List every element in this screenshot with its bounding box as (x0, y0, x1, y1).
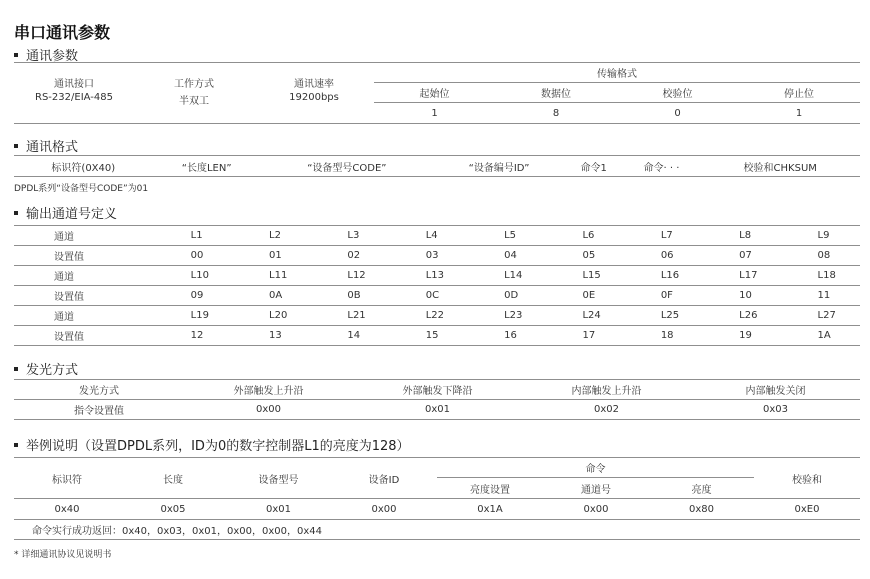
table-cell: 0x02 (522, 400, 691, 420)
table-cell: L15 (546, 266, 624, 286)
bullet-icon (14, 53, 18, 57)
row-header-cell: 通道 (14, 306, 155, 326)
table-cell: L22 (390, 306, 468, 326)
table-cell: L3 (311, 226, 389, 246)
section-heading-channel (14, 203, 117, 222)
table-cell: L12 (311, 266, 389, 286)
table-cell: 17 (546, 326, 624, 346)
table-cell: L10 (155, 266, 233, 286)
channel-table (14, 225, 860, 346)
section-heading-example (14, 435, 410, 454)
section-title: 发光方式 (26, 363, 79, 378)
table-cell: L6 (546, 226, 624, 246)
table-cell: “设备编号ID” (433, 156, 565, 177)
table-cell: 05 (546, 246, 624, 266)
section-heading-light-mode (14, 359, 78, 378)
header-cell: 通讯速率 (294, 79, 334, 91)
row-header-cell: 指令设置值 (14, 400, 184, 420)
comm-interface-value: RS-232/EIA-485 (35, 92, 113, 103)
table-cell: 12 (155, 326, 233, 346)
header-cell: 传输格式 (374, 63, 860, 83)
header-cell: 校验位 (617, 83, 738, 103)
header-cell: 长度 (120, 458, 226, 499)
table-cell: L24 (546, 306, 624, 326)
table-cell: L13 (390, 266, 468, 286)
table-cell: 0x01 (353, 400, 522, 420)
table-cell: L9 (782, 226, 860, 246)
table-cell: 11 (782, 286, 860, 306)
section-title: 通讯参数 (26, 49, 79, 64)
table-row (14, 458, 860, 478)
table-cell (14, 103, 134, 124)
bullet-icon (14, 443, 18, 447)
header-cell: 设备型号 (226, 458, 331, 499)
row-header-cell: 设置值 (14, 326, 155, 346)
section-title: 通讯格式 (26, 140, 79, 155)
table-cell: 0F (625, 286, 703, 306)
table-cell: 0 (617, 103, 738, 124)
table-cell: 0x80 (649, 499, 754, 520)
table-cell: L27 (782, 306, 860, 326)
section-title: 输出通道号定义 (26, 207, 118, 222)
header-cell: 起始位 (374, 83, 495, 103)
table-cell: L5 (468, 226, 546, 246)
table-cell: L16 (625, 266, 703, 286)
comm-rate-value: 19200bps (289, 92, 339, 103)
table-cell: L17 (703, 266, 781, 286)
bullet-icon (14, 211, 18, 215)
table-cell: 0B (311, 286, 389, 306)
table-cell: 标识符(0X40) (14, 156, 153, 177)
light-mode-table (14, 379, 860, 420)
table-cell: 外部触发下降沿 (353, 380, 522, 400)
row-header-cell: 发光方式 (14, 380, 184, 400)
table-row (14, 326, 860, 346)
return-value-cell: 命令实行成功返回：0x40，0x03，0x01，0x00，0x00，0x44 (14, 520, 860, 540)
table-cell: 0x00 (543, 499, 649, 520)
comm-mode-value: 半双工 (179, 96, 209, 107)
table-cell: 06 (625, 246, 703, 266)
table-cell: L8 (703, 226, 781, 246)
table-cell: L2 (233, 226, 311, 246)
table-cell: 08 (782, 246, 860, 266)
table-row (14, 499, 860, 520)
format-note: DPDL系列“设备型号CODE”为01 (14, 184, 149, 194)
table-cell: 1 (738, 103, 860, 124)
table-row (14, 226, 860, 246)
table-cell: L14 (468, 266, 546, 286)
table-row (14, 63, 860, 83)
table-cell: 10 (703, 286, 781, 306)
table-cell: 命令· · · (622, 156, 700, 177)
table-cell: L20 (233, 306, 311, 326)
table-cell: L26 (703, 306, 781, 326)
table-cell: 校验和CHKSUM (700, 156, 860, 177)
table-cell: L11 (233, 266, 311, 286)
table-cell: 8 (495, 103, 617, 124)
table-cell: 0D (468, 286, 546, 306)
header-cell: 设备ID (331, 458, 437, 499)
table-row (14, 400, 860, 420)
header-cell: 标识符 (14, 458, 120, 499)
table-row (14, 246, 860, 266)
table-cell: 0x01 (226, 499, 331, 520)
table-cell: 13 (233, 326, 311, 346)
table-cell: 07 (703, 246, 781, 266)
table-cell: L7 (625, 226, 703, 246)
table-cell: 0x40 (14, 499, 120, 520)
header-cell: 亮度 (649, 478, 754, 499)
table-cell: “设备型号CODE” (261, 156, 433, 177)
example-table (14, 457, 860, 540)
table-row (14, 156, 860, 177)
header-cell: 停止位 (738, 83, 860, 103)
table-cell: 01 (233, 246, 311, 266)
table-cell: L4 (390, 226, 468, 246)
table-cell: 09 (155, 286, 233, 306)
table-cell: 外部触发上升沿 (184, 380, 353, 400)
table-cell: 16 (468, 326, 546, 346)
table-cell: 00 (155, 246, 233, 266)
row-header-cell: 设置值 (14, 246, 155, 266)
table-cell: 内部触发关闭 (691, 380, 860, 400)
table-cell: 0A (233, 286, 311, 306)
table-cell: 0xE0 (754, 499, 860, 520)
header-cell: 通讯接口 (54, 79, 94, 91)
table-cell: L21 (311, 306, 389, 326)
table-cell: 1 (374, 103, 495, 124)
table-cell: 19 (703, 326, 781, 346)
section-heading-comm-format (14, 136, 78, 155)
table-row (14, 286, 860, 306)
table-row (14, 520, 860, 540)
table-cell: 04 (468, 246, 546, 266)
table-cell: 18 (625, 326, 703, 346)
table-cell: 15 (390, 326, 468, 346)
table-cell: 1A (782, 326, 860, 346)
table-cell: L23 (468, 306, 546, 326)
header-cell: 数据位 (495, 83, 617, 103)
table-cell: 14 (311, 326, 389, 346)
bullet-icon (14, 367, 18, 371)
table-cell: 02 (311, 246, 389, 266)
table-row (14, 306, 860, 326)
table-row (14, 380, 860, 400)
header-cell: 亮度设置 (437, 478, 543, 499)
bullet-icon (14, 144, 18, 148)
footnote: * 详细通讯协议见说明书 (14, 550, 112, 560)
section-title: 举例说明（设置DPDL系列，ID为0的数字控制器L1的亮度为128） (26, 439, 410, 454)
comm-format-table (14, 155, 860, 177)
table-cell: 0C (390, 286, 468, 306)
table-cell: “长度LEN” (153, 156, 261, 177)
table-cell: 0x00 (184, 400, 353, 420)
table-cell: L19 (155, 306, 233, 326)
header-cell: 校验和 (754, 458, 860, 499)
table-cell: 0E (546, 286, 624, 306)
header-cell: 通道号 (543, 478, 649, 499)
row-header-cell: 通道 (14, 266, 155, 286)
table-cell: 0x00 (331, 499, 437, 520)
table-row (14, 266, 860, 286)
table-cell: 03 (390, 246, 468, 266)
table-cell: 0x1A (437, 499, 543, 520)
table-cell: 0x03 (691, 400, 860, 420)
table-cell: L1 (155, 226, 233, 246)
header-cell: 工作方式 (174, 79, 214, 91)
table-cell: L18 (782, 266, 860, 286)
table-cell: 内部触发上升沿 (522, 380, 691, 400)
page-title: 串口通讯参数 (14, 23, 111, 42)
table-cell: 命令1 (565, 156, 622, 177)
row-header-cell: 设置值 (14, 286, 155, 306)
table-cell: 0x05 (120, 499, 226, 520)
table-cell (254, 103, 374, 124)
row-header-cell: 通道 (14, 226, 155, 246)
table-cell: L25 (625, 306, 703, 326)
header-cell: 命令 (437, 458, 754, 478)
